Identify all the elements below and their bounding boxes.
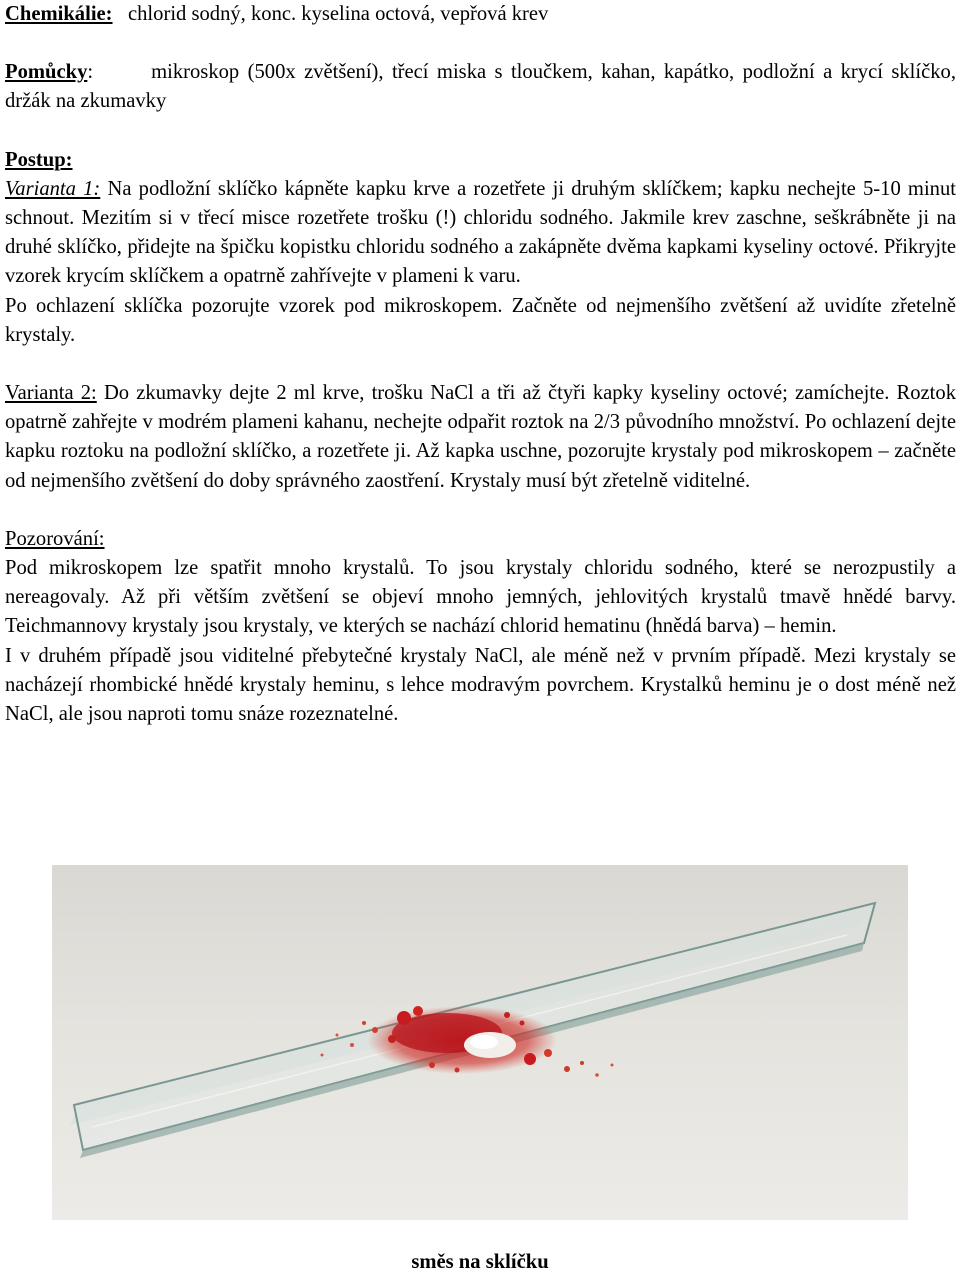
- variant2-text: Do zkumavky dejte 2 ml krve, trošku NaCl a tři až čtyři kapky kyseliny octové; zamíchejte. Roztok opatrně zahřejte v modrém plameni kahanu, nechejte odpařit roztok na 2/3 původního množství. Po ochlazení dejte kapku roztoku na podložní sklíčko, a rozetřete ji. Až kapka uschne, pozorujte krystaly pod mikroskopem – začněte od nejmenšího zvětšení do doby správného zaostření. Krystaly musí být zřetelně viditelné.: [5, 382, 956, 492]
- chemicals-text: chlorid sodný, konc. kyselina octová, vepřová krev: [128, 3, 549, 25]
- variant1-paragraph: [5, 175, 956, 292]
- observation-paragraph-1: Pod mikroskopem lze spatřit mnoho krystalů. To jsou krystaly chloridu sodného, které se nerozpustily a nereagovaly. Až při větším zvětšení se objeví mnoho jemných, jehlovitých krystalů tmavě hnědé barvy. Teichmannovy krystaly jsou krystaly, ve kterých se nachází chlorid hematinu (hnědá barva) – hemin.: [5, 557, 956, 638]
- variant1-label: Varianta 1:: [5, 177, 101, 200]
- observation-heading: Pozorování:: [5, 527, 105, 550]
- observation-paragraph-2: I v druhém případě jsou viditelné přebytečné krystaly NaCl, ale méně než v prvním případě. Mezi krystaly se nacházejí rhombické hnědé krystaly heminu, s lehce modravým povrchem. Krystalků heminu je o dost méně než NaCl, ale jsou naproti tomu snáze rozeznatelné.: [5, 644, 956, 726]
- tools-label: Pomůcky: [5, 61, 88, 84]
- tools-paragraph: Pomůcky: mikroskop (500x zvětšení), třecí miska s tloučkem, kahan, kapátko, podložní a krycí sklíčko, držák na zkumavky: [5, 61, 956, 113]
- variant2-paragraph: [5, 379, 956, 496]
- figure-caption: směs na sklíčku: [411, 1251, 549, 1273]
- variant2-label: Varianta 2:: [5, 382, 97, 405]
- variant1-followup: Po ochlazení sklíčka pozorujte vzorek pod mikroskopem. Začněte od nejmenšího zvětšení až uvidíte zřetelně krystaly.: [5, 294, 956, 346]
- glass-slide-image: [52, 865, 908, 1220]
- variant1-text: Na podložní sklíčko kápněte kapku krve a rozetřete ji druhým sklíčkem; kapku nechejte 5-10 minut schnout. Mezitím si v třecí misce rozetřete trošku (!) chloridu sodného. Jakmile krev zaschne, seškrábněte ji na druhé sklíčko, přidejte na špičku kopistku chloridu sodného a zakápněte dvěma kapkami kyseliny octové. Přikryjte vzorek krycím sklíčkem a opatrně zahřívejte v plameni k varu.: [5, 177, 956, 288]
- procedure-heading: Postup:: [5, 148, 73, 171]
- slide-photo: [52, 865, 908, 1220]
- chemicals-line: [5, 0, 956, 29]
- document-page: [5, 0, 956, 729]
- tools-text: mikroskop (500x zvětšení), třecí miska s tloučkem, kahan, kapátko, podložní a krycí sklíčko, držák na zkumavky: [5, 61, 956, 113]
- chemicals-label: Chemikálie:: [5, 3, 113, 25]
